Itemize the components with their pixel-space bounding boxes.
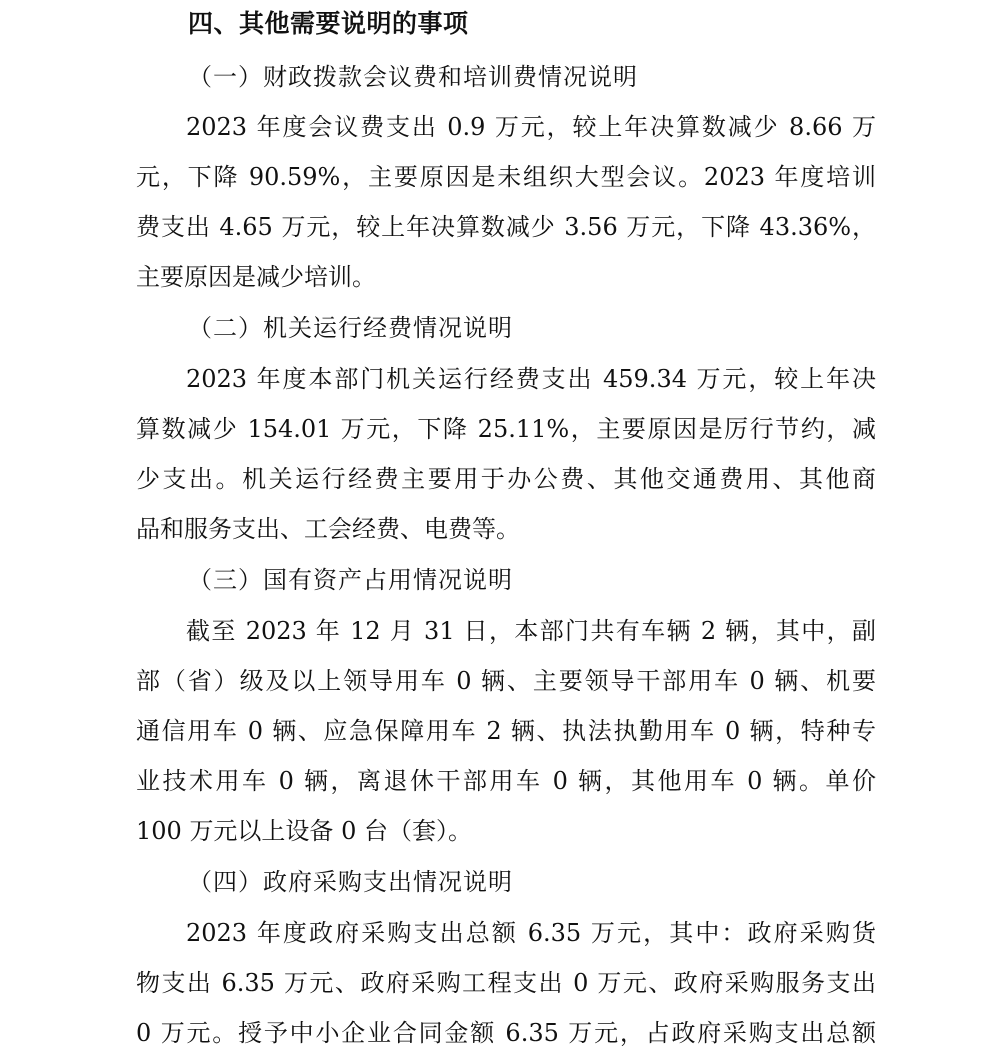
paragraph-line: 元，下降 90.59%，主要原因是未组织大型会议。2023 年度培训: [136, 163, 876, 191]
paragraph-state-assets: [136, 606, 876, 856]
paragraph-line: 2023 年度会议费支出 0.9 万元，较上年决算数减少 8.66 万: [186, 113, 876, 141]
subsection-heading-4: （四）政府采购支出情况说明: [188, 868, 513, 896]
paragraph-line: 截至 2023 年 12 月 31 日，本部门共有车辆 2 辆，其中，副: [186, 617, 876, 645]
paragraph-meeting-training: [136, 102, 876, 302]
paragraph-line: 通信用车 0 辆、应急保障用车 2 辆、执法执勤用车 0 辆，特种专: [136, 717, 876, 745]
subsection-heading-2: （二）机关运行经费情况说明: [188, 314, 513, 342]
paragraph-line: 0 万元。授予中小企业合同金额 6.35 万元，占政府采购支出总额: [136, 1019, 876, 1047]
subsection-heading-3: （三）国有资产占用情况说明: [188, 566, 513, 594]
paragraph-line: 主要原因是减少培训。: [136, 263, 376, 291]
paragraph-line: 业技术用车 0 辆，离退休干部用车 0 辆，其他用车 0 辆。单价: [136, 767, 876, 795]
paragraph-line: 2023 年度本部门机关运行经费支出 459.34 万元，较上年决: [186, 365, 876, 393]
paragraph-line: 100 万元以上设备 0 台（套）。: [136, 817, 472, 845]
paragraph-line: 物支出 6.35 万元、政府采购工程支出 0 万元、政府采购服务支出: [136, 969, 876, 997]
paragraph-operating-expenses: [136, 354, 876, 554]
paragraph-government-procurement: [136, 908, 876, 1058]
section-title: 四、其他需要说明的事项: [188, 9, 469, 38]
paragraph-line: 少支出。机关运行经费主要用于办公费、其他交通费用、其他商: [136, 465, 876, 493]
paragraph-line: 部（省）级及以上领导用车 0 辆、主要领导干部用车 0 辆、机要: [136, 667, 876, 695]
paragraph-line: 品和服务支出、工会经费、电费等。: [136, 515, 520, 543]
paragraph-line: 算数减少 154.01 万元，下降 25.11%，主要原因是厉行节约，减: [136, 415, 876, 443]
paragraph-line: 2023 年度政府采购支出总额 6.35 万元，其中：政府采购货: [186, 919, 876, 947]
paragraph-line: 费支出 4.65 万元，较上年决算数减少 3.56 万元，下降 43.36%，: [136, 213, 876, 241]
subsection-heading-1: （一）财政拨款会议费和培训费情况说明: [188, 63, 638, 91]
